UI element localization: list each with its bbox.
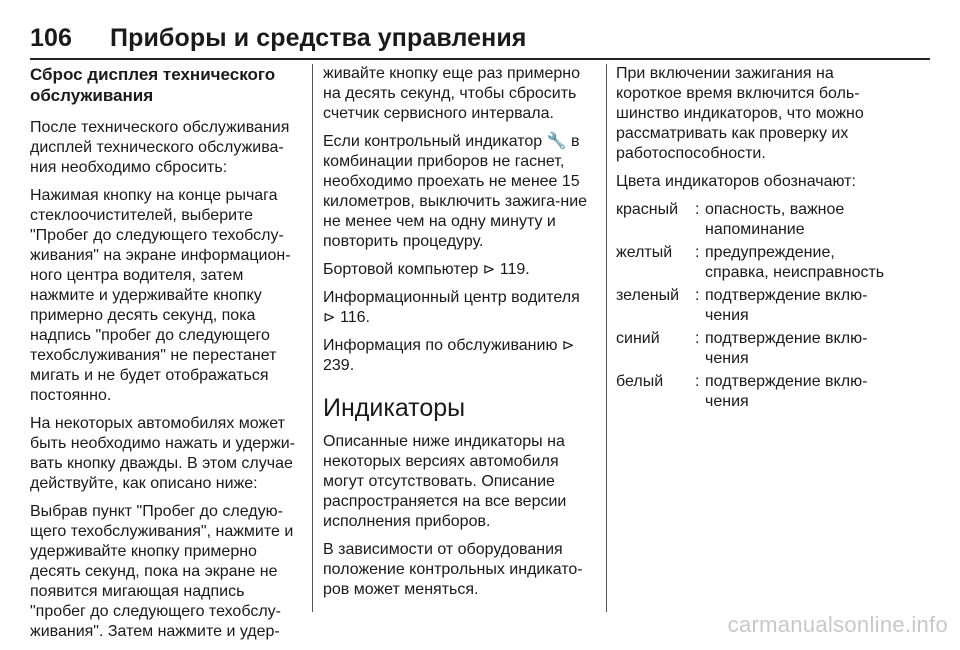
column-divider-1 [312, 64, 313, 612]
watermark: carmanualsonline.info [727, 612, 948, 637]
column-2 [323, 64, 591, 608]
cross-reference-link[interactable]: Бортовой компьютер ⊳ 119. [323, 261, 530, 278]
paragraph: Нажимая кнопку на конце рычага стеклоочистителей, выберите "Пробег до следующего техобслу-живания" на экране информацион-ного центра водителя, затем нажмите и удерживайте кнопку примерно десять секунд, пока надпись "пробег до следующего техобслуживания" не перестанет мигать и не будет отображаться постоянно. [30, 187, 291, 404]
color-name: белый [616, 373, 664, 390]
paragraph: Выбрав пункт "Пробег до следую-щего техобслуживания", нажмите и удерживайте кнопку примерно десять секунд, пока на экране не появится мигающая надпись "пробег до следующего техобслу-живания". Затем нажмите и удер- [30, 503, 294, 640]
color-name: синий [616, 330, 660, 347]
column-1 [30, 64, 298, 650]
page-reference-arrow-icon: ⊳ [323, 309, 336, 326]
color-meaning: подтверждение вклю-чения [705, 287, 868, 324]
color-name: красный [616, 201, 679, 218]
list-item: желтый : предупреждение, справка, неисправность [616, 243, 890, 283]
color-meaning: опасность, важное напоминание [705, 201, 845, 238]
page-reference-arrow-icon: ⊳ [561, 337, 575, 354]
color-name: зеленый [616, 287, 680, 304]
paragraph: На некоторых автомобилях может быть необходимо нажать и удержи-вать кнопку дважды. В этом случае действуйте, как описано ниже: [30, 415, 296, 492]
paragraph: В зависимости от оборудования положение контрольных индикато-ров может меняться. [323, 541, 583, 598]
header-divider [30, 58, 930, 60]
paragraph: Если контрольный индикатор 🔧 в комбинации приборов не гаснет, необходимо проехать не менее 15 километров, выключить зажига-ние не менее чем на одну минуту и повторить процедуру. [323, 133, 588, 250]
list-item: красный : опасность, важное напоминание [616, 200, 890, 240]
page-header-title: Приборы и средства управления [110, 24, 527, 52]
color-meaning: предупреждение, справка, неисправность [705, 244, 885, 281]
cross-reference-link[interactable]: Информационный центр водителя ⊳ 116. [323, 289, 580, 326]
cross-reference-link[interactable]: Информация по обслуживанию ⊳ 239. [323, 337, 575, 374]
paragraph: Описанные ниже индикаторы на некоторых версиях автомобиля могут отсутствовать. Описание распространяется на все версии исполнения приборов. [323, 433, 567, 530]
color-legend-list [616, 200, 890, 412]
list-item: синий : подтверждение вклю-чения [616, 329, 890, 369]
list-item: белый : подтверждение вклю-чения [616, 372, 890, 412]
paragraph: Цвета индикаторов обозначают: [616, 173, 856, 190]
color-meaning: подтверждение вклю-чения [705, 373, 868, 410]
service-wrench-icon: 🔧 [546, 133, 567, 150]
paragraph: После технического обслуживания дисплей технического обслужива-ния необходимо сбросить: [30, 119, 290, 176]
column-divider-2 [606, 64, 607, 612]
column-3 [616, 64, 890, 415]
color-meaning: подтверждение вклю-чения [705, 330, 868, 367]
color-name: желтый [616, 244, 673, 261]
paragraph: При включении зажигания на короткое время включится боль-шинство индикаторов, что можно рассматривать как проверку их работоспособности. [616, 65, 864, 162]
indicators-heading: Индикаторы [323, 394, 466, 422]
page-header [30, 24, 930, 53]
service-reset-heading: Сброс дисплея технического обслуживания [30, 65, 276, 105]
page-number: 106 [30, 24, 73, 52]
paragraph: живайте кнопку еще раз примерно на десять секунд, чтобы сбросить счетчик сервисного интервала. [323, 65, 580, 122]
page-reference-arrow-icon: ⊳ [482, 261, 496, 278]
list-item: зеленый : подтверждение вклю-чения [616, 286, 890, 326]
